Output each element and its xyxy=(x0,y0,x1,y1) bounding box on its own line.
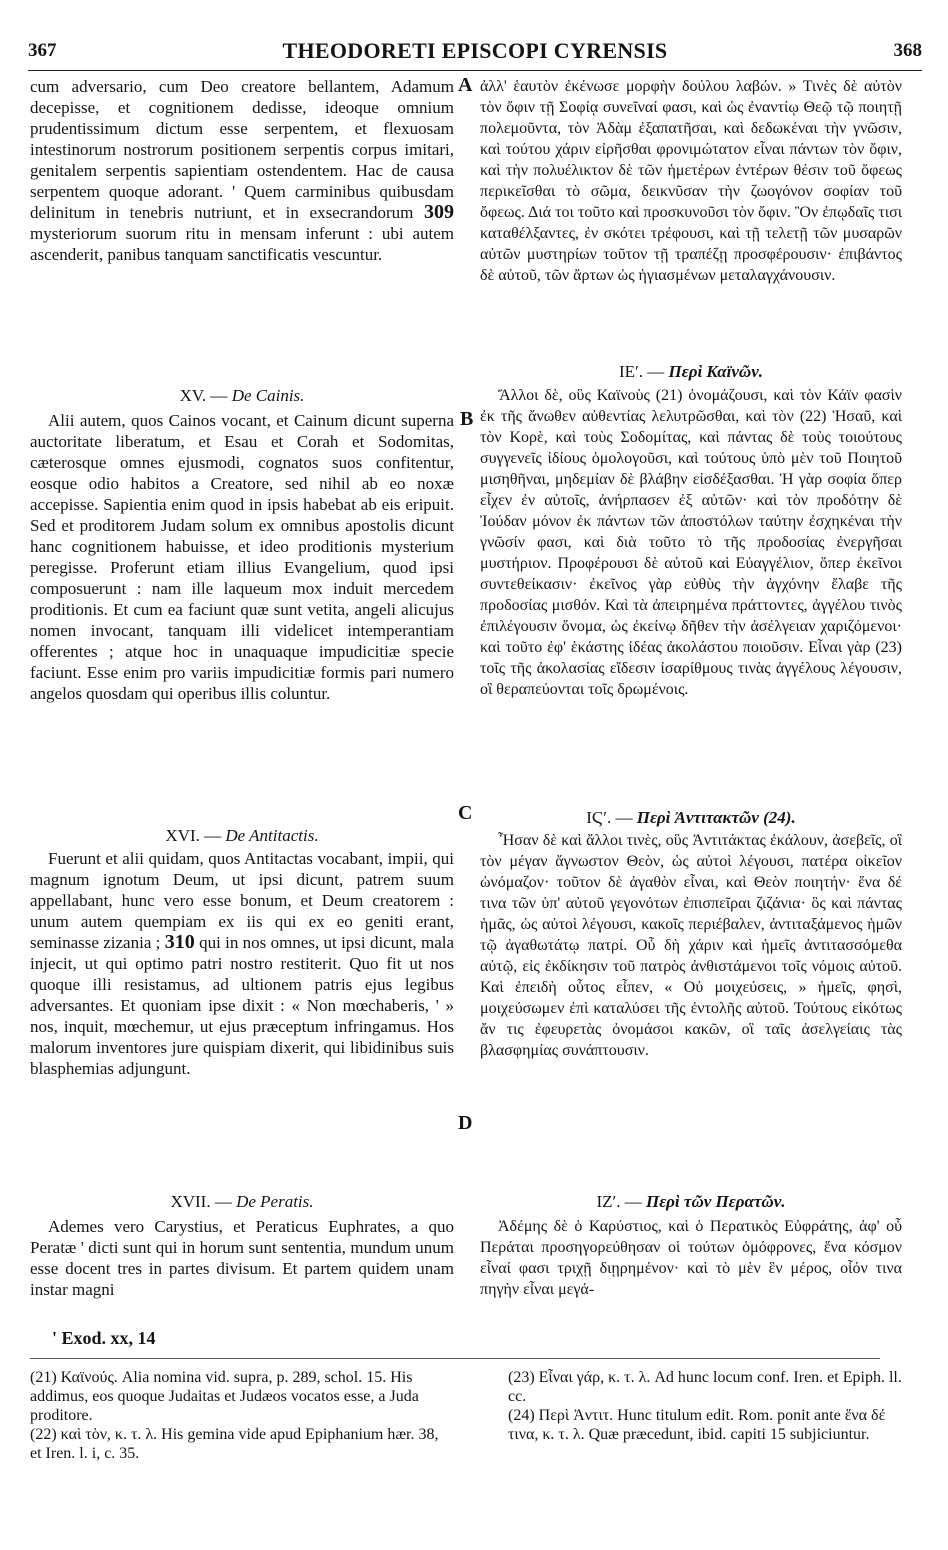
footnote-24: (24) Περὶ Ἀντιτ. Hunc titulum edit. Rom. ponit ante ἕνα δέ τινα, κ. τ. λ. Quæ præcedunt, ibid. capiti 15 subjiciuntur. xyxy=(508,1407,886,1443)
latin-heading-antitactis xyxy=(30,826,454,846)
margin-marker-d: D xyxy=(458,1112,473,1134)
greek-text: Ἦσαν δὲ καὶ ἄλλοι τινὲς, οὓς Ἀντιτάκτας ἐκάλουν, ἀσεβεῖς, οἳ τὸν μέγαν ἄγνωστον Θεὸν, ὡς αὐτοὶ λέγουσι, πατέρα οἰκεῖον ὠνόμαζον· τοῦτον δὲ ἀγαθὸν εἶναι, καὶ Θεὸν ποιητήν· ἕνα δέ τινα τῶν ὑπ' αὐτοῦ γεγονότων ἐπισπεῖραι ζιζάνια· ὃς καὶ πάντας ἡμᾶς, ὡς αὐτοὶ λέγουσι, κακοῖς περιέβαλεν, ἀντιταξάμενος ἡμῶν τῷ ἀγαθωτάτῳ πατρί. Οὗ δὴ χάριν καὶ ἡμεῖς ἀντιτασσόμεθα αὐτῷ, εἰς ἐκδίκησιν τοῦ πατρὸς ἀνθιστάμενοι τοῖς νόμοις αὐτοῦ. Καὶ ἐπειδὴ οὗτος εἶπεν, « Οὐ μοιχεύσεις, » ἡμεῖς, φησὶ, μοιχεύσωμεν ἐπὶ καταλύσει τῆς ἐντολῆς αὐτοῦ. Τούτους εἰκότως ἄν τις ἐφευρετὰς ὀνομάσοι κακῶν, οἳ ταῖς ἀσελγείαις τὰς βλασφημίας συνάπτουσιν. xyxy=(480,832,902,1059)
footnote-22: (22) καὶ τὸν, κ. τ. λ. His gemina vide apud Epiphanium hær. 38, et Iren. l. i, c. 35. xyxy=(30,1426,439,1462)
latin-text: Ademes vero Carystius, et Peraticus Euphrates, a quo Peratæ ' dicti sunt qui in horum sunt sententia, mundum unum esse docent tres in partes divisum. Et partem quidem unam instar magni xyxy=(30,1217,454,1299)
greek-heading-kainon xyxy=(480,362,902,382)
column-number: 309 xyxy=(424,201,454,223)
heading-title: De Peratis. xyxy=(236,1192,314,1211)
latin-block-peratis xyxy=(30,1216,454,1300)
latin-block-cainis xyxy=(30,410,454,704)
footnotes-left xyxy=(30,1368,450,1463)
latin-heading-cainis xyxy=(30,386,454,406)
greek-text: Ἀδέμης δὲ ὁ Καρύστιος, καὶ ὁ Περατικὸς Εὐφράτης, ἀφ' οὗ Περάται προσηγορεύθησαν οἱ τούτων ὁμόφρονες, ἕνα κόσμον εἶναί φασι τριχῇ διῃρημένον· καὶ τὸ μὲν ἓν μέρος, οἷόν τινα πηγὴν εἶναι μεγά- xyxy=(480,1218,902,1298)
greek-heading-peraton xyxy=(480,1192,902,1212)
column-number: 310 xyxy=(164,931,195,953)
heading-title: Περὶ Καϊνῶν. xyxy=(668,362,764,381)
greek-block-serpent xyxy=(480,76,902,286)
heading-number: XVII. — xyxy=(170,1192,232,1211)
latin-text: qui in nos omnes, ut ipsi dicunt, mala injecit, ut qui optimo patri nostro restiterit. Quo fit ut nos quoque illi resistamus, ad ultionem patris ejus legibus adversantes. Et quoniam ipse dixit : « Non mœchaberis, ' » nos, inquit, mœchemur, ut ejus præceptum infringamus. Hos malorum inventores jure quispiam dixerit, qui libidinibus suis blasphemias adjungunt. xyxy=(30,933,455,1078)
heading-number: ΙΖʹ. — xyxy=(596,1192,642,1211)
left-page-number: 367 xyxy=(28,40,57,61)
page-header xyxy=(28,34,922,71)
right-page-number: 368 xyxy=(893,40,922,61)
heading-title: Περὶ τῶν Περατῶν. xyxy=(645,1192,786,1211)
heading-number: ΙΕʹ. — xyxy=(618,362,665,381)
latin-heading-peratis xyxy=(30,1192,454,1212)
footnote-divider xyxy=(30,1358,880,1359)
heading-title: De Cainis. xyxy=(231,386,305,405)
margin-marker-c: C xyxy=(458,802,473,824)
greek-block-peraton xyxy=(480,1216,902,1300)
heading-number: XVI. — xyxy=(165,826,222,845)
latin-block-antitactis xyxy=(30,848,454,1079)
latin-text: Alii autem, quos Cainos vocant, et Cainum dicunt superna auctoritate liberatum, et Esau et Corah et Sodomitas, cæterosque omnes ejusmodi, cognatos suos confitentur, eosque odio habitos a Creatore, sed nihil ab eo noxæ accepisse. Sapientia enim quod in ipsis habebat ab eis eripuit. Sed et proditorem Judam solum ex omnibus apostolis dicunt hanc cognitionem habuisse, et ideo proditionis mysterium peregisse. Proferunt etiam illius Evangelium, quod ipsi composuerunt : nam ille laqueum mox induit mercedem proditionis. Et cum ea faciunt quæ sunt vetita, angeli alicujus nomen invocant, tanquam illi videlicet intemperantiam offerentes ; atque hoc in unaquaque impudicitiæ specie faciunt. Esse enim pro variis impudicitiæ formis pari numero angelos quosdam qui operibus illis coluntur. xyxy=(30,411,454,703)
greek-text: Ἄλλοι δὲ, οὓς Καϊνοὺς (21) ὀνομάζουσι, καὶ τὸν Κάϊν φασὶν ἐκ τῆς ἄνωθεν αὐθεντίας λελυτρῶσθαι, καὶ τὸν (22) Ἡσαῦ, καὶ τὸν Κορὲ, καὶ τοὺς Σοδομίτας, καὶ πάντας δὲ τοὺς τοιούτους συγγενεῖς ἰδίους ὁμολογοῦσι, καὶ τούτους ὑπὸ μὲν τοῦ Ποιητοῦ μισηθῆναι, μηδεμίαν δὲ βλάβην εἰσδέξασθαι. Ἡ γὰρ σοφία ὅπερ εἶχεν ἐν αὐτοῖς, ἀνήρπασεν ἐξ αὐτῶν· καὶ τὸν προδότην δὲ Ἰούδαν μόνον ἐκ πάντων τῶν ἀποστόλων ταύτην ἐσχηκέναι τὴν γνῶσίν φασι, καὶ διὰ τοῦτο τὸ τῆς προδοσίας ἐνεργῆσαι μυστήριον. Προφέρουσι δὲ αὐτοῦ καὶ Εὐαγγέλιον, ὅπερ ἐκεῖνοι συντεθείκασιν· ἐκεῖνος γὰρ εὐθὺς τὴν ἀγχόνην ἔλαβε τῆς προδοσίας μισθόν. Καὶ τὰ ἀπειρημένα πράττοντες, ἀγγέλου τινὸς ἐπιλέγουσιν ὄνομα, ὡς ἐκείνῳ δῆθεν τὴν ἀσέλγειαν χαριζόμενοι· καὶ τοῦτο ἐφ' ἑκάστης ἰδέας ἀκολάστου ποιοῦσιν. Εἶναι γὰρ (23) τοῖς τῆς ἀκολασίας εἴδεσιν ἰσαρίθμους τινὰς ἀγγέλους λέγουσιν, οἳ θεραπεύονται τοῖς δρωμένοις. xyxy=(480,387,902,698)
greek-heading-antitakton xyxy=(480,808,902,828)
footnote-21: (21) Καϊνούς. Alia nomina vid. supra, p. 289, schol. 15. His addimus, eos quoque Judaitas et Judæos vocatos esse, a Juda proditore. xyxy=(30,1369,419,1424)
footnote-23: (23) Εἶναι γάρ, κ. τ. λ. Ad hunc locum conf. Iren. et Epiph. ll. cc. xyxy=(508,1369,902,1405)
latin-text: cum adversario, cum Deo creatore bellantem, Adamum decepisse, et cognitionem dedisse, ideoque omnium prudentissimum dictum esse serpentem, et flexuosam intestinorum nostrorum positionem serpentis corpus imitari, genitalem serpentis sapientiam ostendentem. Hac de causa serpentem quoque adorant. ' Quem carminibus quibusdam delinitum in tenebris nutriunt, et in exsecrandorum xyxy=(30,77,454,222)
greek-block-antitakton xyxy=(480,830,902,1061)
margin-marker-b: B xyxy=(460,408,474,430)
scripture-reference: ' Exod. xx, 14 xyxy=(52,1328,156,1348)
heading-number: ΙϚʹ. — xyxy=(586,808,633,827)
latin-block-serpent xyxy=(30,76,454,265)
running-title: THEODORETI EPISCOPI CYRENSIS xyxy=(282,38,668,63)
heading-title: Περὶ Ἀντιτακτῶν (24). xyxy=(636,808,796,827)
footnotes-right xyxy=(508,1368,908,1444)
latin-text: mysteriorum suorum ritu in mensam inferunt : ubi autem ascenderit, panibus tanquam sanctificatis vescuntur. xyxy=(30,224,454,264)
greek-text: ἀλλ' ἑαυτὸν ἐκένωσε μορφὴν δούλου λαβών. » Τινὲς δὲ αὐτὸν τὸν ὄφιν τῇ Σοφίᾳ συνεῖναί φασι, καὶ ὡς ἐναντίῳ Θεῷ τῷ ποιητῇ πολεμοῦντα, τὸν Ἀδὰμ ἐξαπατῆσαι, καὶ δεδωκέναι τὴν γνῶσιν, καὶ τούτου χάριν εἰρῆσθαι φρονιμώτατον εἶναι πάντων τὸν ὄφιν, καὶ τὴν πολυέλικτον δὲ τῶν ἡμετέρων ἐντέρων θέσιν τοῦ ὄφεως περικεῖσθαι τὸ σῶμα, δεικνῦσαν τὴν ζωογόνον σοφίαν τοῦ ὄφεως. Διά τοι τοῦτο καὶ προσκυνοῦσι τὸν ὄφιν. Ὃν ἐπῳδαῖς τισι καταθέλξαντες, ἐν σκότει τρέφουσι, καὶ τῇ τελετῇ τῶν μυσαρῶν αὐτῶν μυστηρίων τοῦτον τῇ τραπέζῃ προσφέρουσιν· ἐπιβάντος δὲ αὐτοῦ, τῶν ἄρτων ὡς ἡγιασμένων μεταλαγχάνουσιν. xyxy=(480,78,902,284)
latin-text: Fuerunt et alii quidam, quos Antitactas vocabant, impii, qui magnum ignotum Deum, ut ipsi dicunt, patrem suum appellabant, hunc vero esse bonum, et Deum creatorem : unum autem quempiam ex iis qui ex eo geniti erant, seminasse zizania ; xyxy=(30,849,454,952)
greek-block-kainon xyxy=(480,385,902,700)
margin-marker-a: A xyxy=(458,74,473,96)
heading-number: XV. — xyxy=(179,386,228,405)
heading-title: De Antitactis. xyxy=(225,826,319,845)
